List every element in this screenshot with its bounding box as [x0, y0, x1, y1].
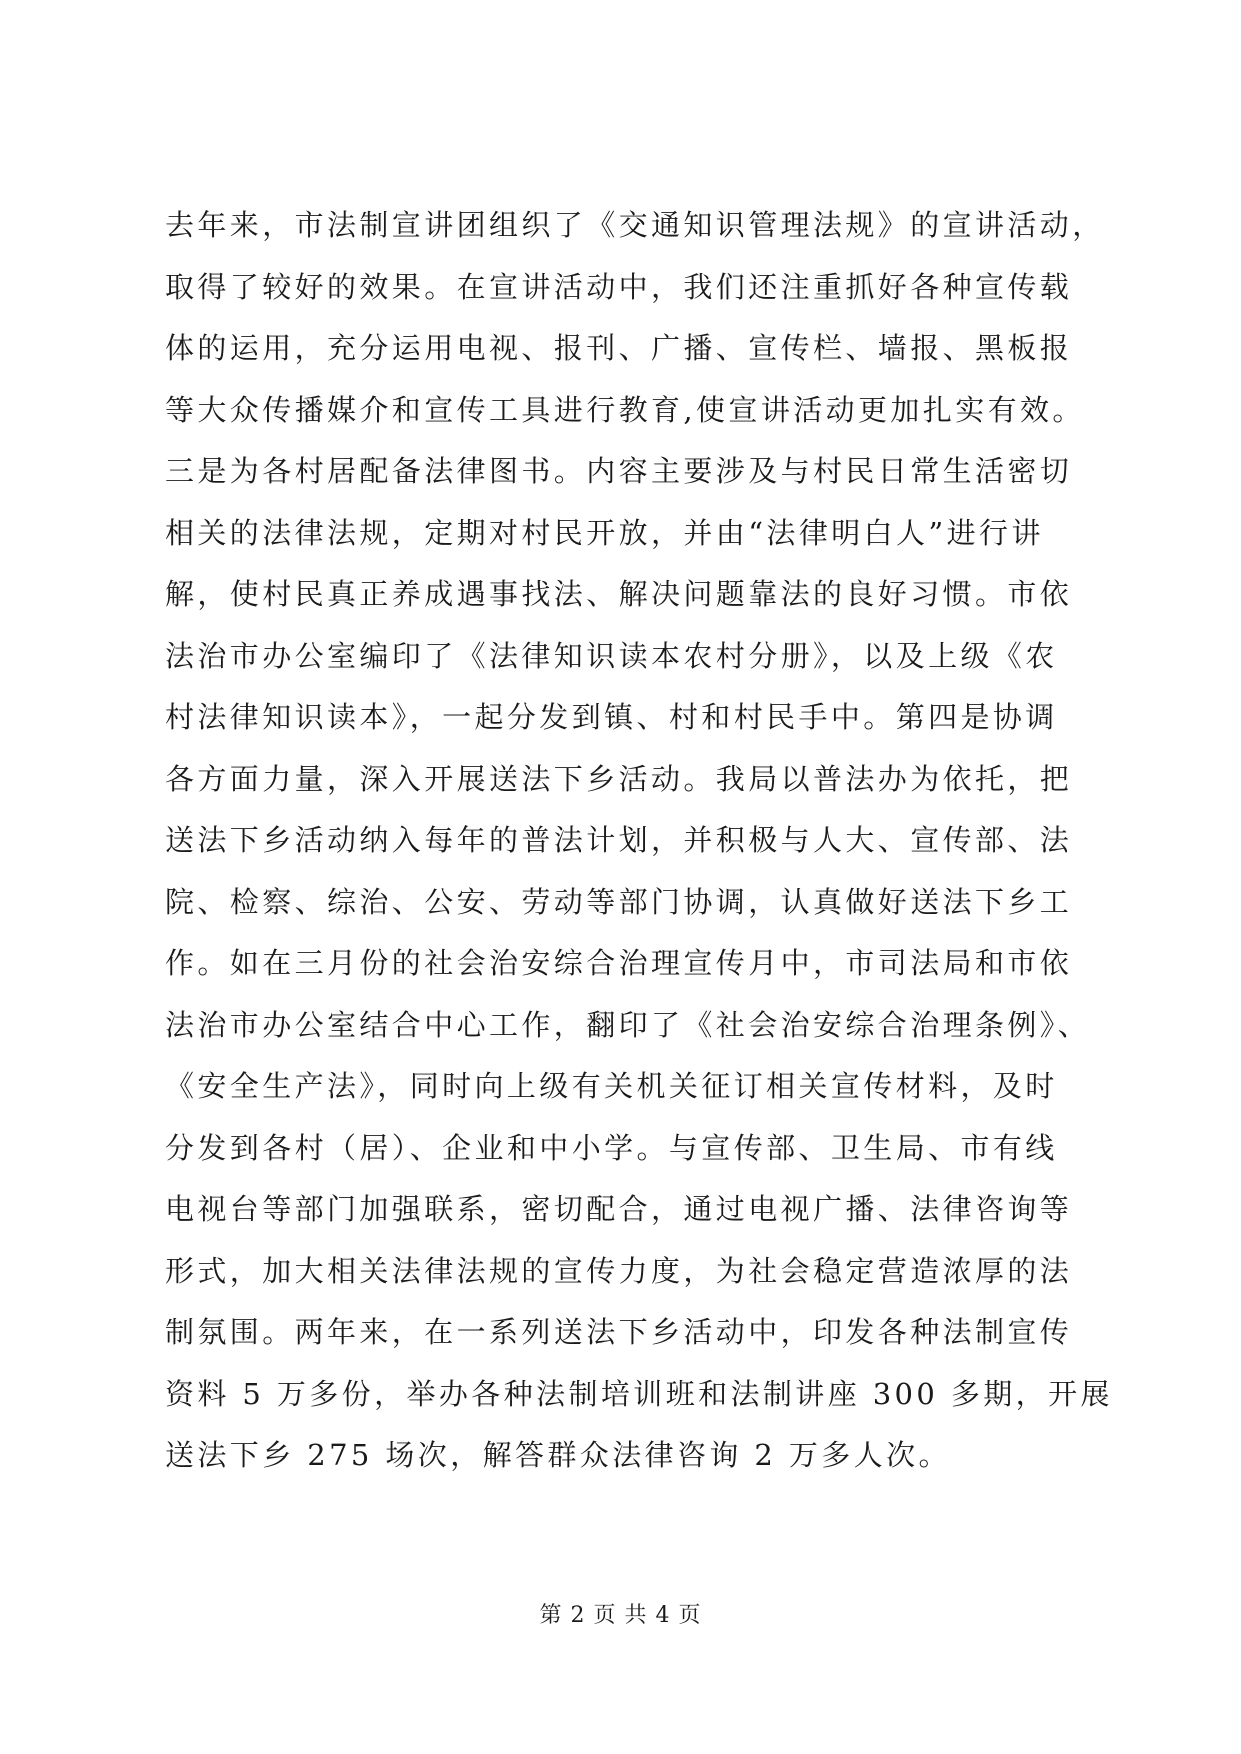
text-line: 制氛围。两年来，在一系列送法下乡活动中，印发各种法制宣传 [165, 1315, 1073, 1349]
body-text [165, 195, 1113, 1487]
text-line: 《安全生产法》，同时向上级有关机关征订相关宣传材料，及时 [165, 1069, 1058, 1103]
text-line: 等大众传播媒介和宣传工具进行教育,使宣讲活动更加扎实有效。 [165, 392, 1085, 427]
text-line: 三是为各村居配备法律图书。内容主要涉及与村民日常生活密切 [165, 454, 1073, 488]
text-line: 体的运用，充分运用电视、报刊、广播、宣传栏、墙报、黑板报 [165, 331, 1073, 365]
page-footer [0, 1601, 1241, 1631]
text-line: 解，使村民真正养成遇事找法、解决问题靠法的良好习惯。市依 [165, 577, 1073, 611]
text-line: 送法下乡活动纳入每年的普法计划，并积极与人大、宣传部、法 [165, 823, 1073, 857]
page-number: 第 2 页 共 4 页 [539, 1603, 702, 1628]
text-line: 形式，加大相关法律法规的宣传力度，为社会稳定营造浓厚的法 [165, 1253, 1073, 1288]
text-line: 各方面力量，深入开展送法下乡活动。我局以普法办为依托，把 [165, 761, 1073, 796]
text-line: 相关的法律法规，定期对村民开放，并由“法律明白人”进行讲 [165, 515, 1044, 550]
text-line: 村法律知识读本》，一起分发到镇、村和村民手中。第四是协调 [165, 700, 1058, 734]
text-line: 取得了较好的效果。在宣讲活动中，我们还注重抓好各种宣传载 [165, 269, 1073, 304]
text-line: 去年来，市法制宣讲团组织了《交通知识管理法规》的宣讲活动， [165, 208, 1105, 242]
text-line: 法治市办公室编印了《法律知识读本农村分册》，以及上级《农 [165, 638, 1058, 673]
text-line: 分发到各村（居）、企业和中小学。与宣传部、卫生局、市有线 [165, 1130, 1058, 1165]
text-line: 资料 5 万多份，举办各种法制培训班和法制讲座 300 多期，开展 [165, 1376, 1113, 1411]
text-line: 电视台等部门加强联系，密切配合，通过电视广播、法律咨询等 [165, 1192, 1073, 1226]
text-line: 院、检察、综治、公安、劳动等部门协调，认真做好送法下乡工 [165, 884, 1073, 919]
text-line: 作。如在三月份的社会治安综合治理宣传月中，市司法局和市依 [165, 946, 1073, 980]
text-line: 送法下乡 275 场次，解答群众法律咨询 2 万多人次。 [165, 1438, 951, 1472]
text-line: 法治市办公室结合中心工作，翻印了《社会治安综合治理条例》、 [165, 1007, 1091, 1042]
